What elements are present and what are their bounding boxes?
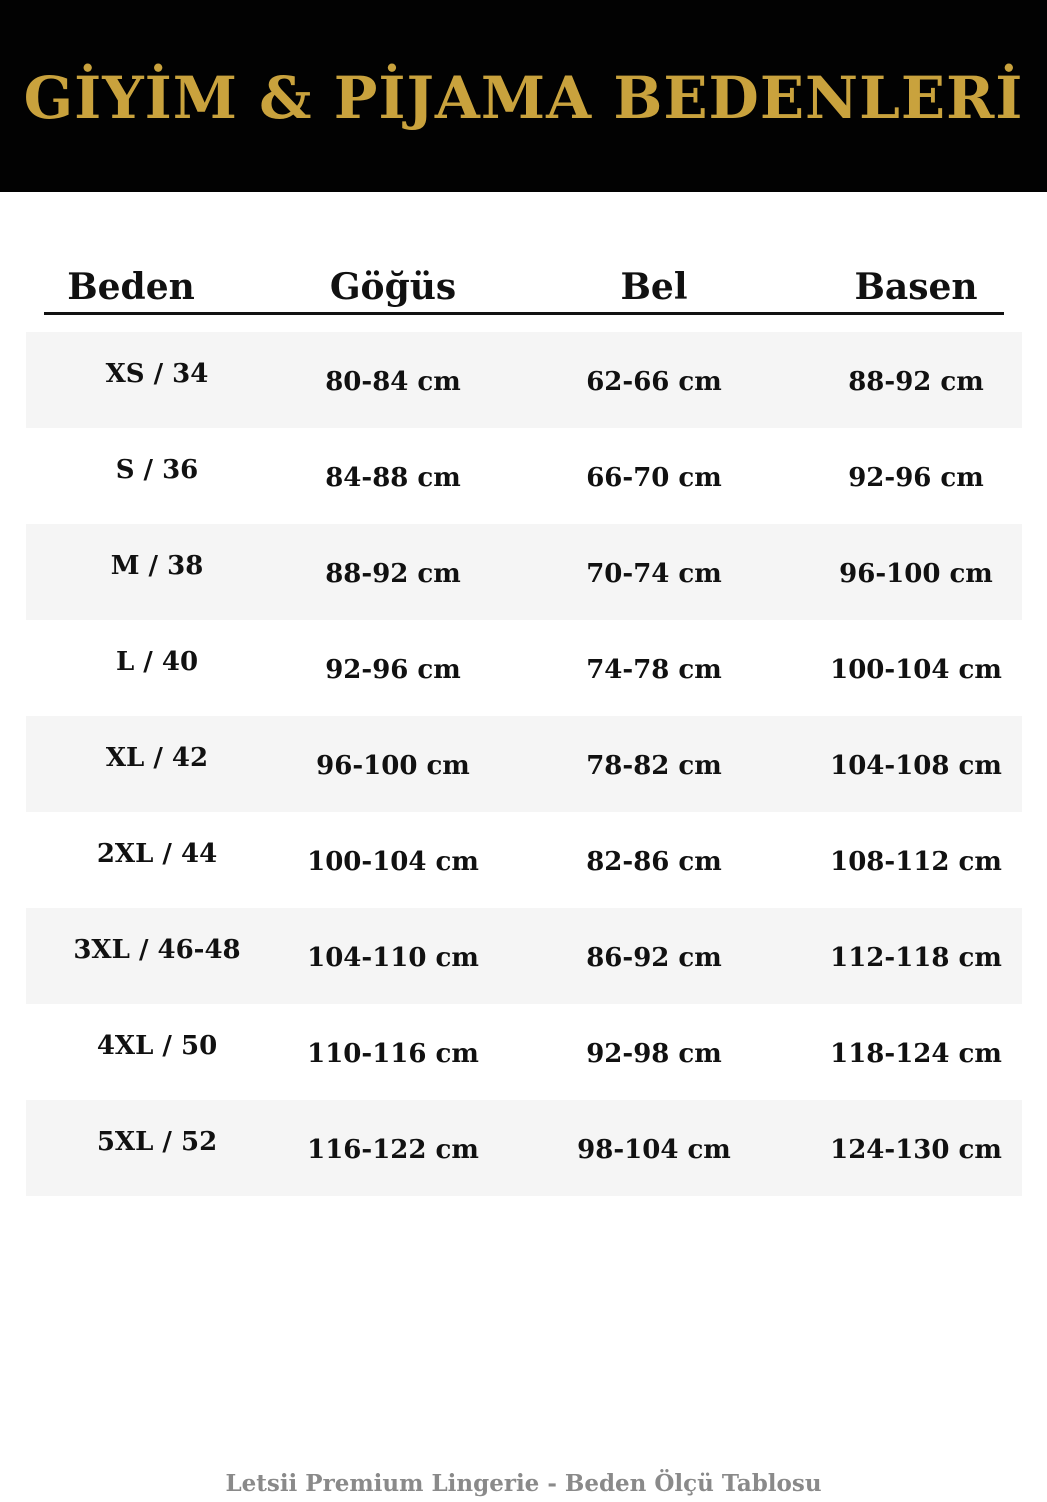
chest-cell: 84-88 cm (325, 463, 461, 493)
size-cell: XL / 42 (105, 743, 209, 773)
footer-caption: Letsii Premium Lingerie - Beden Ölçü Tablosu (225, 1470, 822, 1497)
size-cell: XS / 34 (105, 359, 209, 389)
column-header-chest: Göğüs (329, 266, 457, 308)
size-cell: 4XL / 50 (96, 1031, 218, 1061)
hip-cell: 88-92 cm (848, 367, 984, 397)
hip-cell: 104-108 cm (830, 751, 1002, 781)
header-divider (44, 312, 1004, 315)
chest-cell: 100-104 cm (307, 847, 479, 877)
column-header-waist: Bel (620, 266, 688, 308)
header-banner (0, 0, 1047, 192)
hip-cell: 96-100 cm (839, 559, 993, 589)
table-row (26, 428, 1022, 524)
table-header (0, 262, 1047, 312)
table-row (26, 716, 1022, 812)
waist-cell: 86-92 cm (586, 943, 722, 973)
page-title: GİYİM & PİJAMA BEDENLERİ (23, 64, 1024, 132)
chest-cell: 92-96 cm (325, 655, 461, 685)
chest-cell: 104-110 cm (307, 943, 479, 973)
hip-cell: 92-96 cm (848, 463, 984, 493)
waist-cell: 78-82 cm (586, 751, 722, 781)
table-row (26, 332, 1022, 428)
chest-cell: 80-84 cm (325, 367, 461, 397)
hip-cell: 118-124 cm (830, 1039, 1002, 1069)
waist-cell: 66-70 cm (586, 463, 722, 493)
table-row (26, 620, 1022, 716)
chest-cell: 88-92 cm (325, 559, 461, 589)
hip-cell: 112-118 cm (830, 943, 1002, 973)
waist-cell: 82-86 cm (586, 847, 722, 877)
waist-cell: 74-78 cm (586, 655, 722, 685)
waist-cell: 98-104 cm (577, 1135, 731, 1165)
waist-cell: 92-98 cm (586, 1039, 722, 1069)
column-header-size: Beden (67, 266, 195, 308)
size-cell: M / 38 (110, 551, 204, 581)
table-row (26, 908, 1022, 1004)
size-cell: L / 40 (115, 647, 199, 677)
column-header-hip: Basen (854, 266, 978, 308)
table-row (26, 524, 1022, 620)
chest-cell: 110-116 cm (307, 1039, 479, 1069)
size-cell: S / 36 (115, 455, 199, 485)
size-cell: 5XL / 52 (96, 1127, 218, 1157)
hip-cell: 124-130 cm (830, 1135, 1002, 1165)
hip-cell: 100-104 cm (830, 655, 1002, 685)
chest-cell: 116-122 cm (307, 1135, 479, 1165)
size-cell: 2XL / 44 (96, 839, 218, 869)
waist-cell: 70-74 cm (586, 559, 722, 589)
chest-cell: 96-100 cm (316, 751, 470, 781)
size-table (26, 332, 1022, 1196)
table-row (26, 812, 1022, 908)
table-row (26, 1100, 1022, 1196)
waist-cell: 62-66 cm (586, 367, 722, 397)
hip-cell: 108-112 cm (830, 847, 1002, 877)
table-row (26, 1004, 1022, 1100)
size-cell: 3XL / 46-48 (73, 935, 241, 965)
